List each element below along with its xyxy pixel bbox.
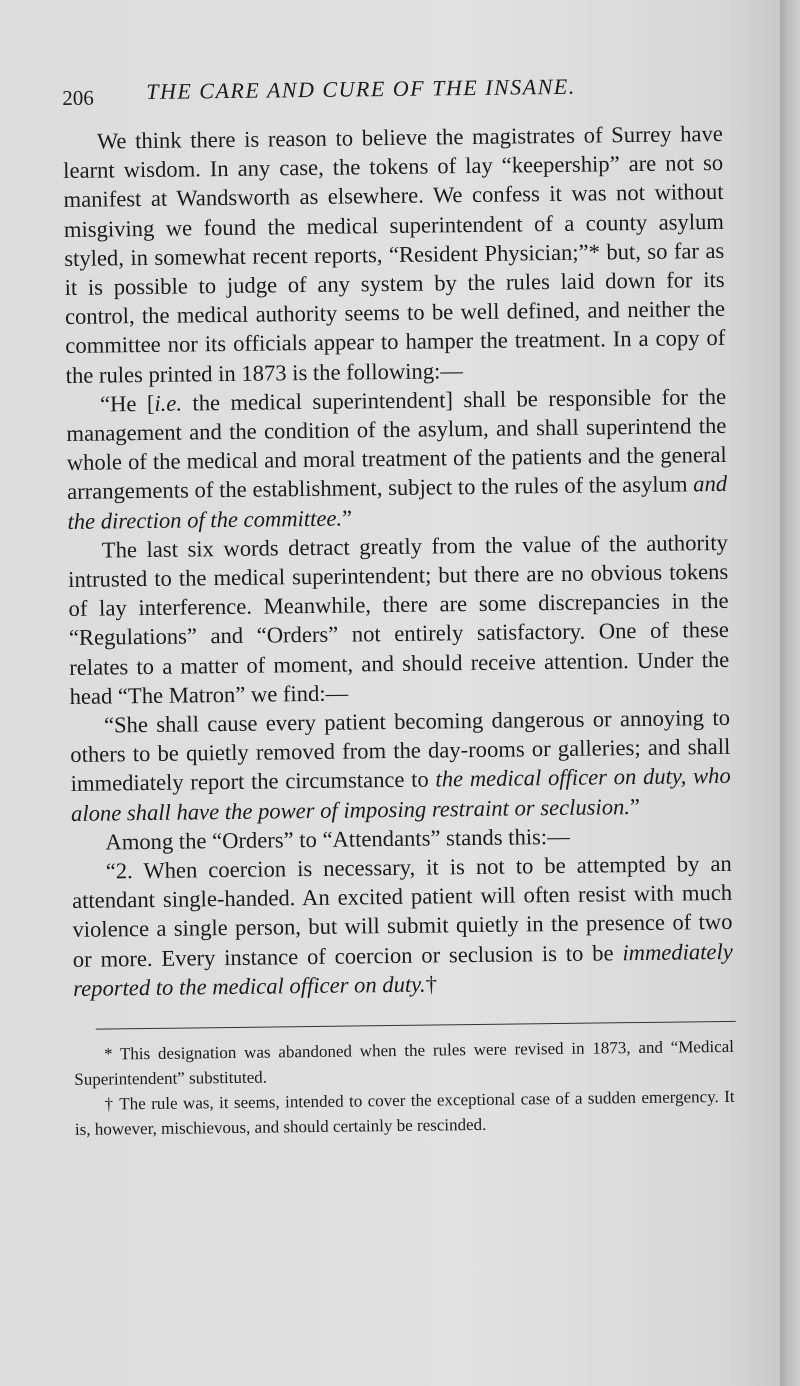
page-text-block <box>62 64 735 1142</box>
footnote-asterisk: * This designation was abandoned when the rules were revised in 1873, and “Medical Superintendent” substituted. <box>74 1036 735 1090</box>
p2-italic-direction: and the direction of the committee. <box>67 471 728 534</box>
paragraph-5: Among the “Orders” to “Attendants” stands this:— <box>105 823 570 855</box>
p4-italic-officer: the medical officer on duty, who alone shall have the power of imposing restraint or seclusion. <box>70 763 731 826</box>
paragraph-4-quote <box>70 703 731 828</box>
p6-text-a: “2. When coercion is necessary, it is not to be attempted by an attendant single-handed. An excited patient will often resist with much violence a single person, but will submit quietly in the presence of two or more. Every instance of coercion or seclusion is to be <box>71 850 733 972</box>
p2-text-a: “He [ <box>99 390 155 417</box>
p4-text-a: “She shall cause every patient becoming dangerous or annoying to others to be quietly removed from the day-rooms or galleries; and shall immediately report the circumstance to <box>70 704 731 797</box>
p2-close-quote: ” <box>341 505 353 531</box>
paragraph-2-quote <box>66 382 728 536</box>
footnote-divider <box>96 1021 736 1030</box>
p2-italic-ie: i.e. <box>154 390 183 416</box>
p6-dagger: † <box>425 971 438 997</box>
paragraph-1: We think there is reason to believe the magistrates of Surrey have learnt wisdom. In any case, the tokens of lay “keepership” are not so manifest at Wandsworth as elsewhere. We confess it was not without misgiving we found the medical superintendent of a county asylum styled, in somewhat recent reports, “Resident Physician;”* but, so far as it is possible to judge of any system by the rules laid down for its control, the medical authority seems to be well defined, and neither the committee nor its officials appear to hamper the treatment. In a copy of the rules printed in 1873 is the following:— <box>63 120 726 388</box>
footnotes <box>74 1034 735 1142</box>
page-header <box>62 64 722 112</box>
paragraph-3: The last six words detract greatly from the value of the authority intrusted to the medical superintendent; but there are no obvious tokens of lay interference. Meanwhile, there are some discrepancies in the “Regulations” and “Orders” not entirely satisfactory. One of these relates to a matter of moment, and should receive attention. Under the head “The Matron” we find:— <box>68 529 730 709</box>
page-binding-edge <box>780 0 800 1386</box>
p2-text-c: the medical superintendent] shall be responsible for the management and the condition of the asylum, and shall superintend the whole of the medical and moral treatment of the patients and the general arrangements of the establishment, subject to the rules of the asylum <box>66 383 727 505</box>
p6-italic-reported: immediately reported to the medical officer on duty. <box>73 938 733 1001</box>
footnote-dagger: † The rule was, it seems, intended to cover the exceptional case of a sudden emergency. It is, however, mischievous, and should certainly be rescinded. <box>74 1086 735 1140</box>
running-title: THE CARE AND CURE OF THE INSANE. <box>146 73 576 104</box>
page-number: 206 <box>62 85 94 110</box>
p4-close-quote: ” <box>629 793 641 819</box>
paragraph-6-quote <box>72 849 734 1003</box>
body-text <box>63 119 734 1003</box>
